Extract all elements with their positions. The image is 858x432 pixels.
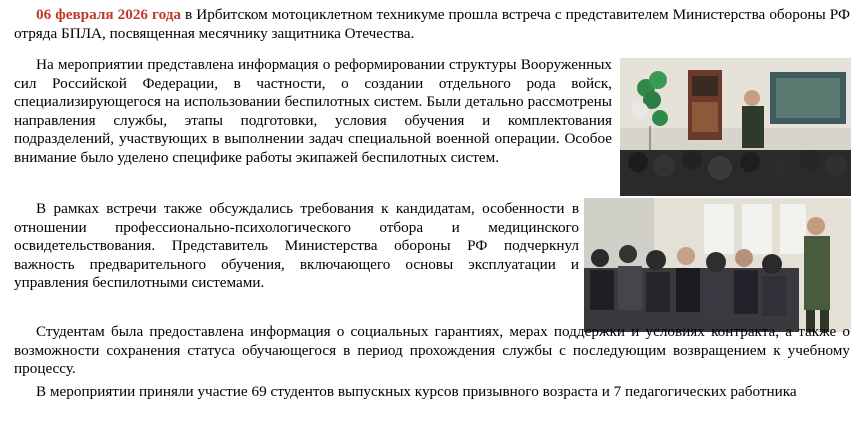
event-date: 06 февраля 2026 года <box>36 6 181 23</box>
event-photo-audience <box>584 198 851 332</box>
article-paragraph-guarantees: Студентам была предоставлена информация о социальных гарантиях, мерах поддержки и условиях контракта, а также о возможности сохранения статуса обучающегося в период прохождения службы с последующим возвращением к учебному процессу. <box>14 323 850 378</box>
article-intro-paragraph <box>14 6 850 43</box>
intro-text: в Ирбитском мотоциклетном техникуме прошла встреча с представителем Министерства обороны РФ отряда БПЛА, посвященная месячнику защитника Отечества. <box>14 6 850 42</box>
event-photo-speaker <box>620 58 851 196</box>
article-paragraph-reform: На мероприятии представлена информация о реформировании структуры Вооруженных сил Российской Федерации, в частности, о создании отдельного рода войск, специализирующегося на использовании беспилотных систем. Были детально рассмотрены направления службы, этапы подготовки, условия обучения и комплектования подразделений, участвующих в выполнении задач специальной военной операции. Особое внимание было уделено специфике работы экипажей беспилотных систем. <box>14 56 612 166</box>
article-paragraph-participants: В мероприятии приняли участие 69 студентов выпускных курсов призывного возраста и 7 педагогических работника <box>36 383 797 400</box>
article-paragraph-requirements: В рамках встречи также обсуждались требования к кандидатам, особенности в отношении профессионально-психологического отбора и медицинского освидетельствования. Представитель Министерства обороны РФ подчеркнул важность предварительного обучения, включающего основы эксплуатации и управления беспилотными системами. <box>14 200 579 292</box>
